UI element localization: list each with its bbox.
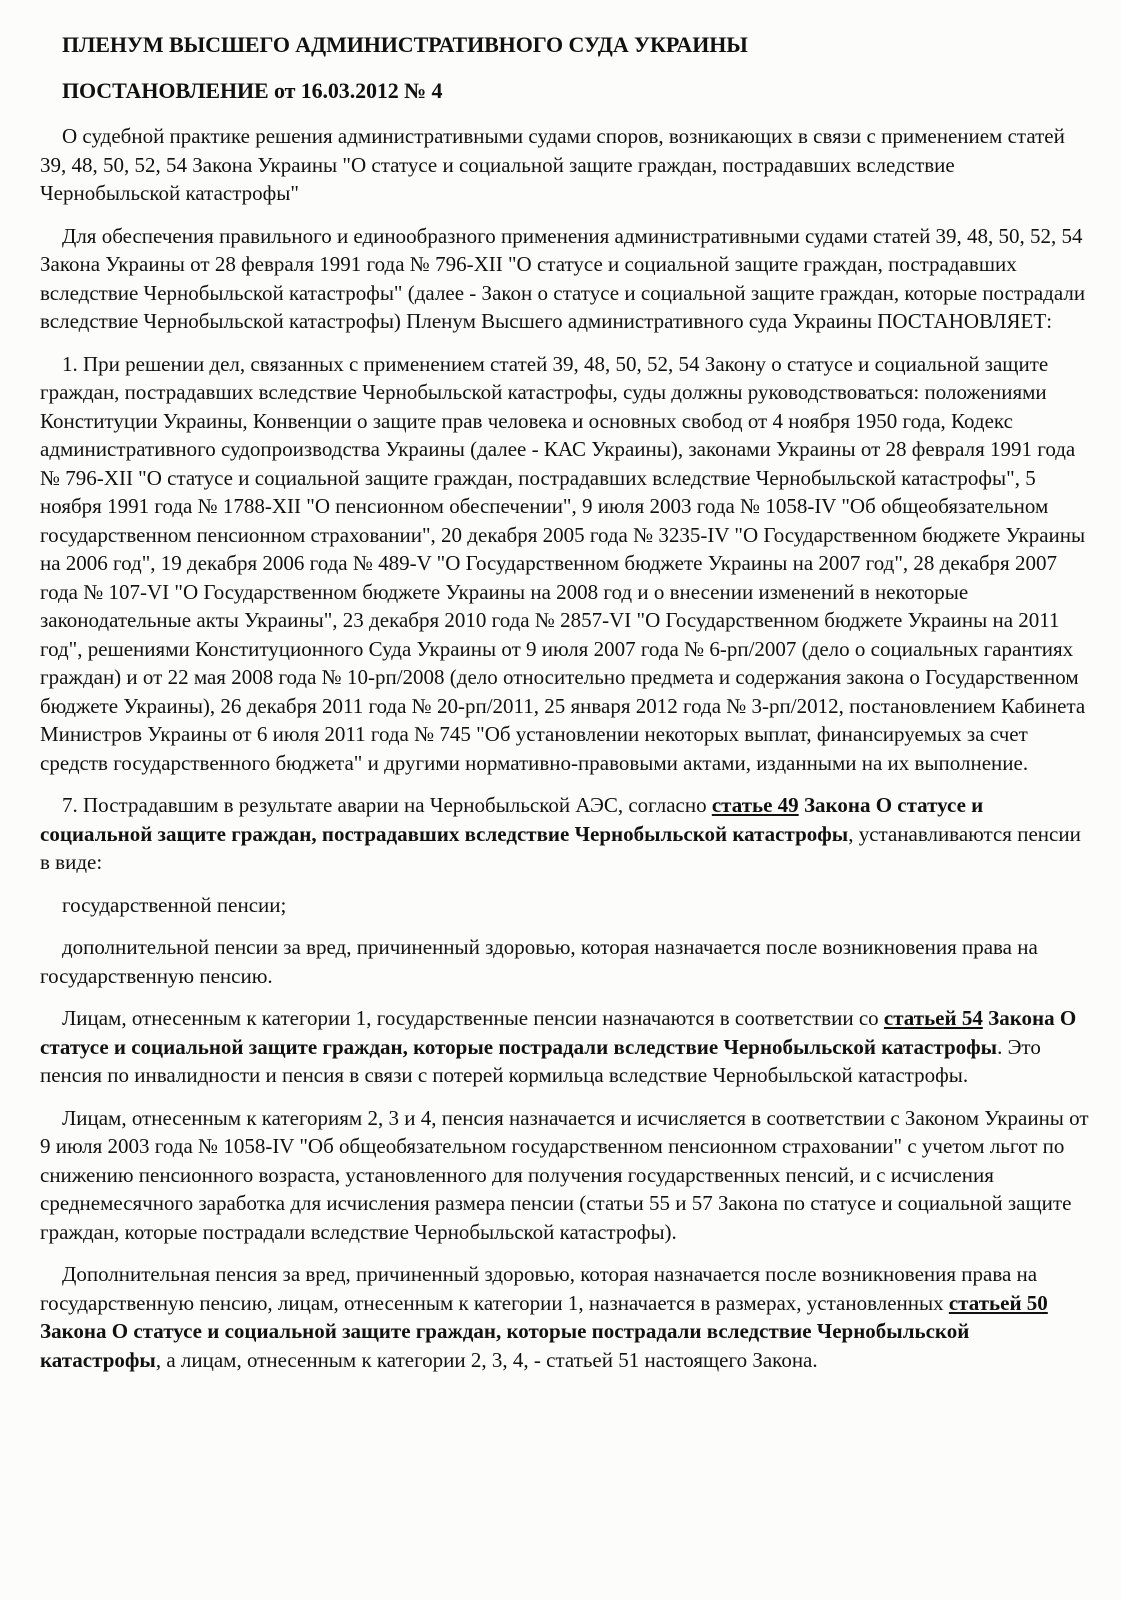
additional-text-after: , а лицам, отнесенным к категории 2, 3, 4, - статьей 51 настоящего Закона. bbox=[155, 1347, 818, 1372]
category-1-paragraph bbox=[40, 1004, 1092, 1090]
list-item-state-pension: государственной пенсии; bbox=[62, 892, 287, 917]
article-50-link[interactable]: статьей 50 bbox=[948, 1290, 1048, 1315]
item-1-paragraph: 1. При решении дел, связанных с применением статей 39, 48, 50, 52, 54 Закону о статусе и социальной защите граждан, пострадавших вследствие Чернобыльской катастрофы, суды должны руководствоваться: положениями Конституции Украины, Конвенции о защите прав человека и основных свобод от 4 ноября 1950 года, Кодекс административного судопроизводства Украины (далее - КАС Украины), законами Украины от 28 февраля 1991 года № 796-XII "О статусе и социальной защите граждан, пострадавших вследствие Чернобыльской катастрофы", 5 ноября 1991 года № 1788-XII "О пенсионном обеспечении", 9 июля 2003 года № 1058-IV "Об общеобязательном государственном пенсионном страховании", 20 декабря 2005 года № 3235-IV "О Государственном бюджете Украины на 2006 год", 19 декабря 2006 года № 489-V "О Государственном бюджете Украины на 2007 год", 28 декабря 2007 года № 107-VI "О Государственном бюджете Украины на 2008 год и о внесении изменений в некоторые законодательные акты Украины", 23 декабря 2010 года № 2857-VI "О Государственном бюджете Украины на 2011 год", решениями Конституционного Суда Украины от 9 июля 2007 года № 6-рп/2007 (дело о социальных гарантиях граждан) и от 22 мая 2008 года № 10-рп/2008 (дело относительно предмета и содержания закона о Государственном бюджете Украины), 26 декабря 2011 года № 20-рп/2011, 25 января 2012 года № 3-рп/2012, постановлением Кабинета Министров Украины от 6 июля 2011 года № 745 "Об установлении некоторых выплат, финансируемых за счет средств государственного бюджета" и другими нормативно-правовыми актами, изданными на их выполнение. bbox=[40, 351, 1086, 775]
preamble-paragraph: Для обеспечения правильного и единообразного применения административными судами статей 39, 48, 50, 52, 54 Закона Украины от 28 февраля 1991 года № 796-XII "О статусе и социальной защите граждан, пострадавших вследствие Чернобыльской катастрофы" (далее - Закон о статусе и социальной защите граждан, которые пострадали вследствие Чернобыльской катастрофы) Пленум Высшего административного суда Украины ПОСТАНОВЛЯЕТ: bbox=[40, 223, 1086, 333]
additional-pension-paragraph bbox=[40, 1260, 1092, 1374]
additional-text-before: Дополнительная пенсия за вред, причиненный здоровью, которая назначается после возникновения права на государственную пенсию, лицам, отнесенным к категории 1, назначается в размерах, установленных bbox=[40, 1262, 1038, 1315]
category-234-paragraph: Лицам, отнесенным к категориям 2, 3 и 4, пенсия назначается и исчисляется в соответствии с Законом Украины от 9 июля 2003 года № 1058-IV "Об общеобязательном государственном пенсионном страховании" с учетом льгот по снижению пенсионного возраста, установленного для получения государственных пенсий, и с исчисления среднемесячного заработка для исчисления размера пенсии (статьи 55 и 57 Закона по статусе и социальной защите граждан, которые пострадали вследствие Чернобыльской катастрофы). bbox=[40, 1105, 1089, 1244]
category-1-text-before: Лицам, отнесенным к категории 1, государственные пенсии назначаются в соответствии со bbox=[62, 1006, 884, 1030]
article-49-link[interactable]: статье 49 bbox=[711, 793, 799, 817]
item-7-text-after: , устанавливаются пенсии в виде: bbox=[40, 821, 1081, 874]
item-7-paragraph bbox=[40, 791, 1092, 877]
list-item-additional-pension: дополнительной пенсии за вред, причиненный здоровью, которая назначается после возникновения права на государственную пенсию. bbox=[40, 935, 1038, 988]
resolution-heading: ПОСТАНОВЛЕНИЕ от 16.03.2012 № 4 bbox=[62, 78, 443, 103]
category-1-law-title: Закона О статусе и социальной защите граждан, которые пострадали вследствие Чернобыльской катастрофы bbox=[40, 1006, 1077, 1059]
resolution-subject: О судебной практике решения административными судами споров, возникающих в связи с применением статей 39, 48, 50, 52, 54 Закона Украины "О статусе и социальной защите граждан, пострадавших вследствие Чернобыльской катастрофы" bbox=[40, 124, 1065, 205]
category-1-text-after: . Это пенсия по инвалидности и пенсия в связи с потерей кормильца вследствие Чернобыльской катастрофы. bbox=[40, 1034, 1041, 1087]
plenum-heading: ПЛЕНУМ ВЫСШЕГО АДМИНИСТРАТИВНОГО СУДА УКРАИНЫ bbox=[62, 32, 748, 57]
additional-law-title: Закона О статусе и социальной защите граждан, которые пострадали вследствие Чернобыльской катастрофы bbox=[40, 1319, 970, 1372]
document-body bbox=[40, 30, 1092, 1388]
article-54-link[interactable]: статьей 54 bbox=[883, 1006, 983, 1030]
item-7-law-title: Закона О статусе и социальной защите граждан, пострадавших вследствие Чернобыльской катастрофы bbox=[40, 793, 984, 846]
item-7-text-before: 7. Пострадавшим в результате аварии на Чернобыльской АЭС, согласно bbox=[62, 793, 712, 817]
